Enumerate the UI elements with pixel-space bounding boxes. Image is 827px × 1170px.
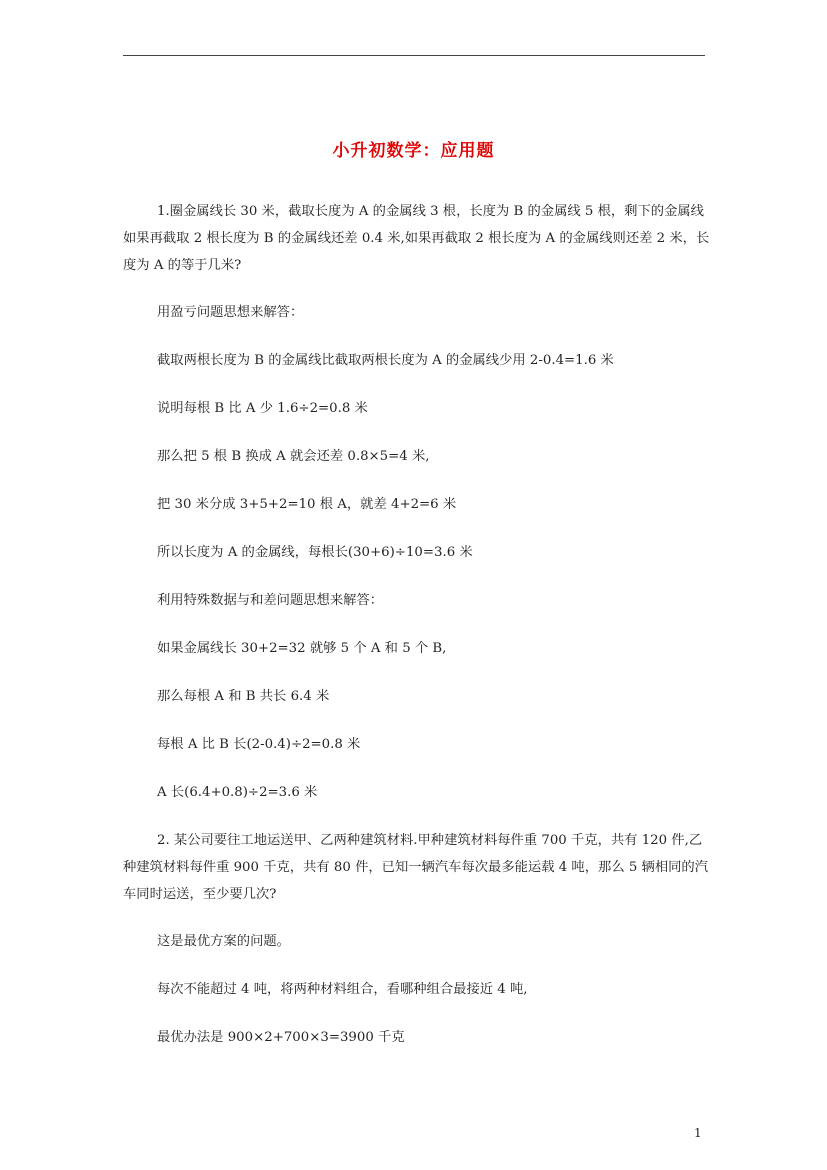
solution-line: 截取两根长度为 B 的金属线比截取两根长度为 A 的金属线少用 2-0.4=1.6 米 — [157, 353, 614, 368]
solution-line: A 长(6.4+0.8)÷2=3.6 米 — [157, 785, 318, 800]
page-number: 1 — [694, 1126, 702, 1140]
header-rule — [123, 55, 705, 56]
solution-line: 每根 A 比 B 长(2-0.4)÷2=0.8 米 — [157, 737, 361, 752]
solution-line: 利用特殊数据与和差问题思想来解答： — [157, 593, 384, 608]
solution-line: 每次不能超过 4 吨，将两种材料组合，看哪种组合最接近 4 吨, — [157, 982, 528, 997]
solution-line: 那么把 5 根 B 换成 A 就会还差 0.8×5=4 米, — [157, 449, 430, 464]
problem-1-question: 1.圈金属线长 30 米，截取长度为 A 的金属线 3 根，长度为 B 的金属线 5 根，剩下的金属线如果再截取 2 根长度为 B 的金属线还差 0.4 米,如果再截取 2 根长度为 A 的金属线则还差 2 米，长度为 A 的等于几米? — [123, 204, 710, 273]
page-title: 小升初数学：应用题 — [332, 141, 495, 161]
solution-line: 这是最优方案的问题。 — [157, 934, 290, 949]
solution-line: 最优办法是 900×2+700×3=3900 千克 — [157, 1030, 405, 1045]
solution-line: 那么每根 A 和 B 共长 6.4 米 — [157, 689, 330, 704]
problem-2-question: 2. 某公司要往工地运送甲、乙两种建筑材料.甲种建筑材料每件重 700 千克，共有 120 件,乙种建筑材料每件重 900 千克，共有 80 件，已知一辆汽车每次最多能运载 4 吨，那么 5 辆相同的汽车同时运送，至少要几次? — [123, 833, 709, 902]
solution-line: 把 30 米分成 3+5+2=10 根 A，就差 4+2=6 米 — [157, 497, 457, 512]
solution-line: 说明每根 B 比 A 少 1.6÷2=0.8 米 — [157, 401, 368, 416]
solution-line: 用盈亏问题思想来解答： — [157, 305, 304, 320]
solution-line: 如果金属线长 30+2=32 就够 5 个 A 和 5 个 B, — [157, 641, 447, 656]
solution-line: 所以长度为 A 的金属线，每根长(30+6)÷10=3.6 米 — [157, 545, 473, 560]
